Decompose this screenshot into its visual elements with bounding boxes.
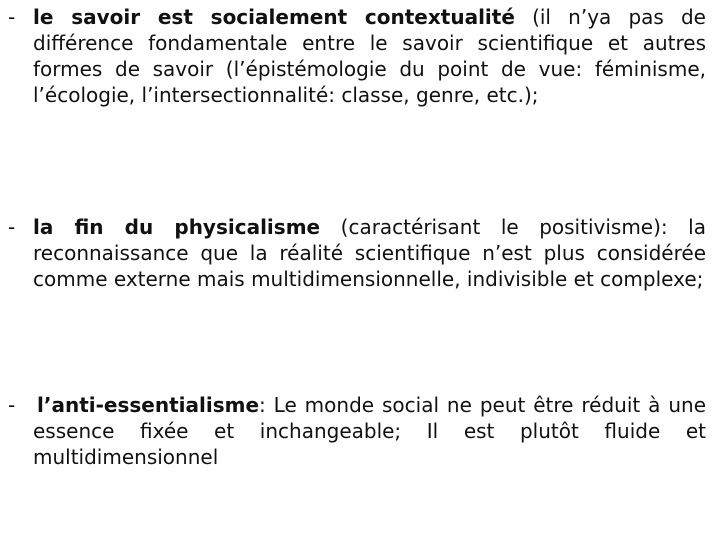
bullet-text	[33, 4, 706, 108]
bullet-body: : Le monde social ne peut être réduit à une essence fixée et inchangeable; Il est plutôt fluide et multidimensionnel	[33, 393, 706, 469]
bullet-marker: -	[8, 215, 16, 239]
bullet-bold-term: le savoir est socialement contextualité	[33, 5, 515, 29]
bullet-text	[33, 392, 706, 470]
bullet-text	[33, 214, 706, 292]
bullet-body: (caractérisant le positivisme): la reconnaissance que la réalité scientifique n’est plus considérée comme externe mais multidimensionnelle, indivisible et complexe;	[33, 215, 706, 291]
bullet-bold-term: l’anti-essentialisme	[37, 393, 260, 417]
bullet-marker: -	[8, 393, 16, 417]
bullet-marker: -	[8, 5, 16, 29]
bullet-body: (il n’ya pas de différence fondamentale entre le savoir scientifique et autres formes de savoir (l’épistémologie du point de vue: féminisme, l’écologie, l’intersectionnalité: classe, genre, etc.);	[33, 5, 706, 107]
bullet-bold-term: la fin du physicalisme	[33, 215, 321, 239]
